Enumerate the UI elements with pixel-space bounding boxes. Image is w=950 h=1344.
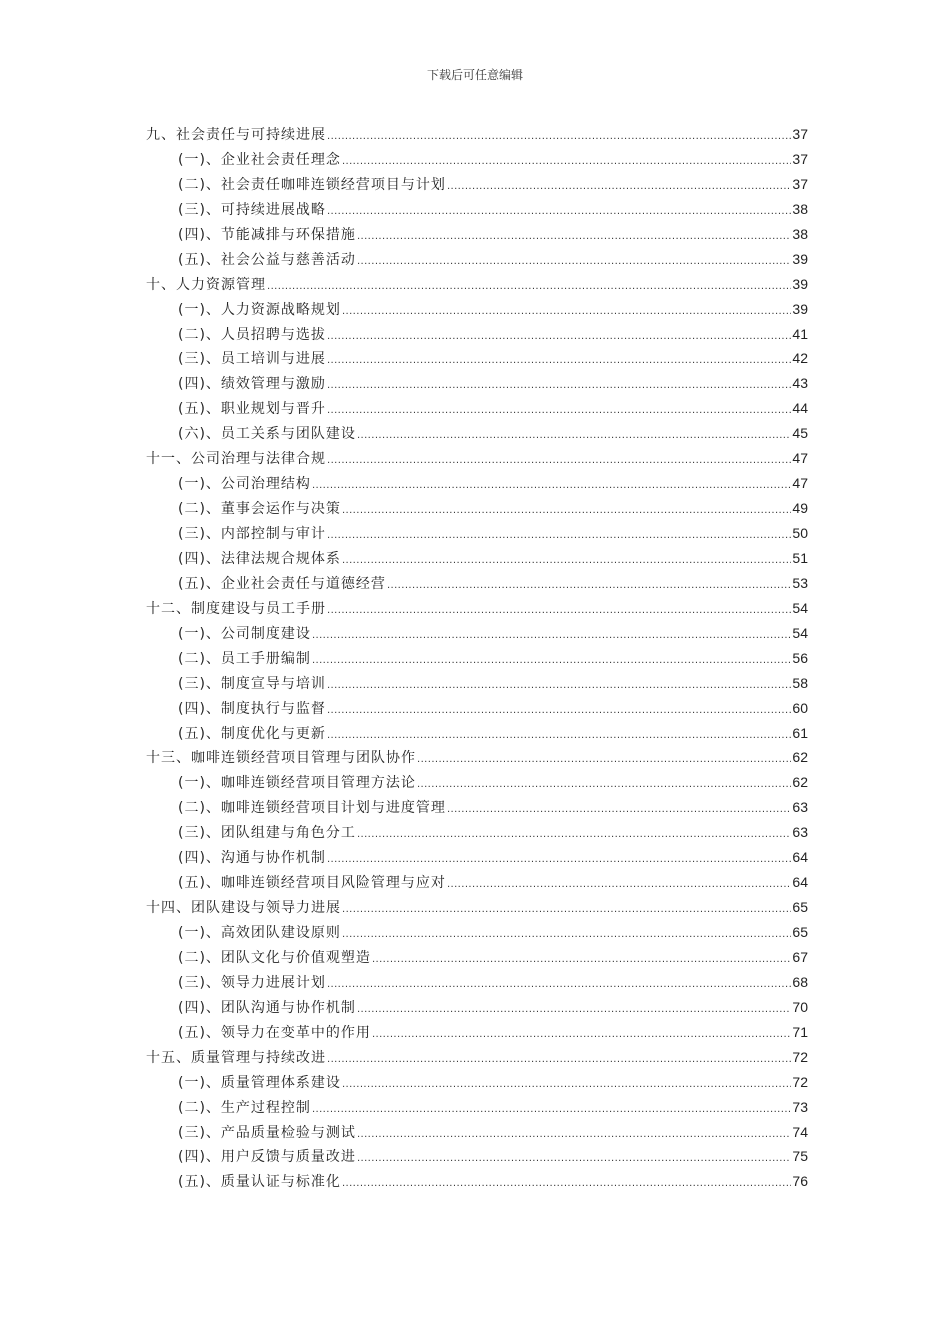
toc-leader-dots (342, 1178, 791, 1189)
toc-page-number: 54 (792, 624, 808, 641)
toc-entry-title: (二)、员工手册编制 (178, 650, 311, 667)
toc-page-number: 44 (792, 400, 808, 417)
toc-entry-title: (二)、社会责任咖啡连锁经营项目与计划 (178, 176, 446, 193)
toc-section-entry[interactable] (146, 398, 808, 423)
toc-page-number: 37 (792, 175, 808, 192)
toc-section-entry[interactable] (146, 149, 808, 174)
toc-page-number: 56 (792, 649, 808, 666)
toc-page-number: 39 (792, 300, 808, 317)
toc-page-number: 63 (792, 799, 808, 816)
toc-entry-title: (四)、团队沟通与协作机制 (178, 999, 356, 1016)
toc-section-entry[interactable] (146, 1072, 808, 1097)
toc-section-entry[interactable] (146, 922, 808, 947)
toc-section-entry[interactable] (146, 822, 808, 847)
toc-page-number: 60 (792, 699, 808, 716)
toc-entry-title: (二)、生产过程控制 (178, 1099, 311, 1116)
toc-entry-title: 十五、质量管理与持续改进 (146, 1049, 326, 1066)
toc-entry-title: (五)、企业社会责任与道德经营 (178, 575, 386, 592)
toc-leader-dots (357, 430, 791, 441)
toc-section-entry[interactable] (146, 299, 808, 324)
toc-page-number: 42 (792, 350, 808, 367)
toc-section-entry[interactable] (146, 423, 808, 448)
toc-page-number: 64 (792, 874, 808, 891)
toc-entry-title: (四)、沟通与协作机制 (178, 850, 326, 867)
toc-page-number: 76 (792, 1173, 808, 1190)
toc-section-entry[interactable] (146, 1171, 808, 1196)
toc-section-entry[interactable] (146, 473, 808, 498)
toc-leader-dots (342, 555, 791, 566)
toc-section-entry[interactable] (146, 1122, 808, 1147)
toc-section-entry[interactable] (146, 548, 808, 573)
toc-page-number: 41 (792, 325, 808, 342)
toc-entry-title: (五)、制度优化与更新 (178, 725, 326, 742)
toc-leader-dots (342, 505, 791, 516)
toc-page-number: 62 (792, 749, 808, 766)
toc-section-entry[interactable] (146, 1146, 808, 1171)
toc-entry-title: 十二、制度建设与员工手册 (146, 600, 326, 617)
toc-leader-dots (327, 605, 791, 616)
toc-leader-dots (327, 1054, 791, 1065)
toc-page-number: 43 (792, 375, 808, 392)
toc-page-number: 58 (792, 674, 808, 691)
toc-entry-title: (五)、职业规划与晋升 (178, 401, 326, 418)
toc-section-entry[interactable] (146, 224, 808, 249)
toc-leader-dots (447, 181, 791, 192)
toc-section-entry[interactable] (146, 199, 808, 224)
toc-chapter-entry[interactable] (146, 274, 808, 299)
toc-section-entry[interactable] (146, 972, 808, 997)
toc-leader-dots (312, 1104, 791, 1115)
toc-page-number: 75 (792, 1148, 808, 1165)
toc-page-number: 50 (792, 525, 808, 541)
toc-leader-dots (327, 705, 791, 716)
toc-page-number: 64 (792, 849, 808, 866)
toc-entry-title: (一)、公司治理结构 (178, 476, 311, 493)
toc-chapter-entry[interactable] (146, 598, 808, 623)
toc-entry-title: (四)、制度执行与监督 (178, 700, 326, 717)
toc-entry-title: (三)、内部控制与审计 (178, 526, 326, 542)
toc-leader-dots (312, 480, 791, 491)
toc-page-number: 72 (792, 1073, 808, 1090)
toc-entry-title: 九、社会责任与可持续进展 (146, 127, 326, 143)
toc-page-number: 68 (792, 973, 808, 990)
toc-page-number: 67 (792, 948, 808, 965)
toc-entry-title: (五)、社会公益与慈善活动 (178, 251, 356, 268)
toc-section-entry[interactable] (146, 698, 808, 723)
toc-page-number: 45 (792, 425, 808, 442)
toc-page-number: 63 (792, 824, 808, 841)
toc-entry-title: (三)、制度宣导与培训 (178, 675, 326, 692)
toc-section-entry[interactable] (146, 174, 808, 199)
toc-entry-title: (一)、咖啡连锁经营项目管理方法论 (178, 775, 416, 792)
toc-leader-dots (357, 231, 791, 242)
toc-leader-dots (357, 256, 791, 267)
toc-section-entry[interactable] (146, 648, 808, 673)
toc-section-entry[interactable] (146, 772, 808, 797)
toc-leader-dots (312, 630, 791, 641)
toc-leader-dots (327, 979, 791, 990)
toc-page-number: 53 (792, 574, 808, 591)
toc-page-number: 71 (792, 1023, 808, 1040)
toc-page-number: 39 (792, 250, 808, 267)
toc-section-entry[interactable] (146, 348, 808, 373)
toc-page-number: 65 (792, 899, 808, 916)
toc-section-entry[interactable] (146, 1097, 808, 1122)
toc-leader-dots (327, 455, 791, 466)
toc-entry-title: (三)、可持续进展战略 (178, 201, 326, 218)
toc-section-entry[interactable] (146, 723, 808, 748)
toc-section-entry[interactable] (146, 797, 808, 822)
toc-entry-title: (一)、企业社会责任理念 (178, 151, 341, 168)
toc-leader-dots (327, 405, 791, 416)
toc-chapter-entry[interactable] (146, 897, 808, 922)
toc-leader-dots (327, 854, 791, 865)
toc-entry-title: (四)、节能减排与环保措施 (178, 226, 356, 243)
toc-leader-dots (327, 530, 791, 541)
toc-section-entry[interactable] (146, 847, 808, 872)
toc-entry-title: (四)、法律法规合规体系 (178, 550, 341, 567)
toc-page-number: 37 (792, 150, 808, 167)
toc-leader-dots (447, 804, 791, 815)
toc-entry-title: 十三、咖啡连锁经营项目管理与团队协作 (146, 750, 416, 767)
toc-entry-title: (二)、人员招聘与选拔 (178, 326, 326, 343)
toc-leader-dots (447, 879, 791, 890)
toc-section-entry[interactable] (146, 872, 808, 897)
toc-section-entry[interactable] (146, 623, 808, 648)
toc-leader-dots (342, 904, 791, 915)
toc-entry-title: (五)、领导力在变革中的作用 (178, 1024, 371, 1041)
toc-leader-dots (267, 281, 791, 292)
toc-leader-dots (327, 131, 791, 142)
toc-leader-dots (357, 1153, 791, 1164)
toc-leader-dots (342, 929, 791, 940)
toc-page-number: 38 (792, 225, 808, 242)
toc-leader-dots (417, 754, 791, 765)
toc-entry-title: 十、人力资源管理 (146, 276, 266, 293)
toc-page-number: 72 (792, 1048, 808, 1065)
toc-leader-dots (342, 306, 791, 317)
toc-page-number: 74 (792, 1123, 808, 1140)
toc-page-number: 61 (792, 724, 808, 741)
toc-section-entry[interactable] (146, 523, 808, 548)
toc-entry-title: (一)、人力资源战略规划 (178, 301, 341, 318)
toc-chapter-entry[interactable] (146, 124, 808, 149)
toc-leader-dots (387, 580, 791, 591)
toc-section-entry[interactable] (146, 498, 808, 523)
toc-chapter-entry[interactable] (146, 747, 808, 772)
toc-section-entry[interactable] (146, 324, 808, 349)
toc-page-number: 62 (792, 774, 808, 791)
toc-leader-dots (342, 156, 791, 167)
toc-entry-title: (三)、员工培训与进展 (178, 351, 326, 368)
toc-section-entry[interactable] (146, 1022, 808, 1047)
table-of-contents (146, 124, 808, 1196)
toc-section-entry[interactable] (146, 373, 808, 398)
toc-page-number: 54 (792, 599, 808, 616)
toc-entry-title: (三)、团队组建与角色分工 (178, 825, 356, 842)
toc-chapter-entry[interactable] (146, 1047, 808, 1072)
toc-leader-dots (372, 1029, 791, 1040)
toc-leader-dots (357, 1004, 791, 1015)
toc-page-number: 49 (792, 500, 808, 517)
toc-entry-title: (四)、用户反馈与质量改进 (178, 1149, 356, 1166)
toc-entry-title: (五)、咖啡连锁经营项目风险管理与应对 (178, 875, 446, 892)
toc-entry-title: (四)、绩效管理与激励 (178, 376, 326, 393)
toc-leader-dots (372, 954, 791, 965)
toc-leader-dots (312, 655, 791, 666)
toc-leader-dots (327, 380, 791, 391)
toc-page-number: 37 (792, 126, 808, 142)
toc-entry-title: (五)、质量认证与标准化 (178, 1174, 341, 1191)
toc-page-number: 38 (792, 200, 808, 217)
toc-page-number: 39 (792, 275, 808, 292)
toc-leader-dots (327, 206, 791, 217)
toc-entry-title: (三)、产品质量检验与测试 (178, 1124, 356, 1141)
toc-entry-title: (六)、员工关系与团队建设 (178, 426, 356, 443)
toc-entry-title: (一)、质量管理体系建设 (178, 1074, 341, 1091)
toc-page-number: 47 (792, 475, 808, 492)
toc-leader-dots (357, 1129, 791, 1140)
toc-leader-dots (357, 829, 791, 840)
toc-entry-title: 十一、公司治理与法律合规 (146, 451, 326, 468)
toc-section-entry[interactable] (146, 997, 808, 1022)
toc-leader-dots (327, 730, 791, 741)
toc-entry-title: (二)、董事会运作与决策 (178, 501, 341, 518)
toc-entry-title: 十四、团队建设与领导力进展 (146, 900, 341, 917)
toc-chapter-entry[interactable] (146, 448, 808, 473)
toc-leader-dots (327, 680, 791, 691)
toc-leader-dots (327, 331, 791, 342)
toc-page-number: 65 (792, 924, 808, 940)
toc-page-number: 51 (792, 549, 808, 566)
toc-leader-dots (342, 1079, 791, 1090)
toc-entry-title: (一)、高效团队建设原则 (178, 925, 341, 941)
toc-entry-title: (三)、领导力进展计划 (178, 974, 326, 991)
toc-page-number: 47 (792, 450, 808, 467)
toc-leader-dots (327, 355, 791, 366)
toc-entry-title: (二)、咖啡连锁经营项目计划与进度管理 (178, 800, 446, 817)
toc-entry-title: (二)、团队文化与价值观塑造 (178, 949, 371, 966)
toc-entry-title: (一)、公司制度建设 (178, 625, 311, 642)
toc-section-entry[interactable] (146, 573, 808, 598)
toc-leader-dots (417, 779, 791, 790)
toc-section-entry[interactable] (146, 249, 808, 274)
toc-page-number: 70 (792, 998, 808, 1015)
toc-section-entry[interactable] (146, 947, 808, 972)
page-header: 下载后可任意编辑 (426, 68, 523, 82)
toc-page-number: 73 (792, 1098, 808, 1115)
toc-section-entry[interactable] (146, 673, 808, 698)
